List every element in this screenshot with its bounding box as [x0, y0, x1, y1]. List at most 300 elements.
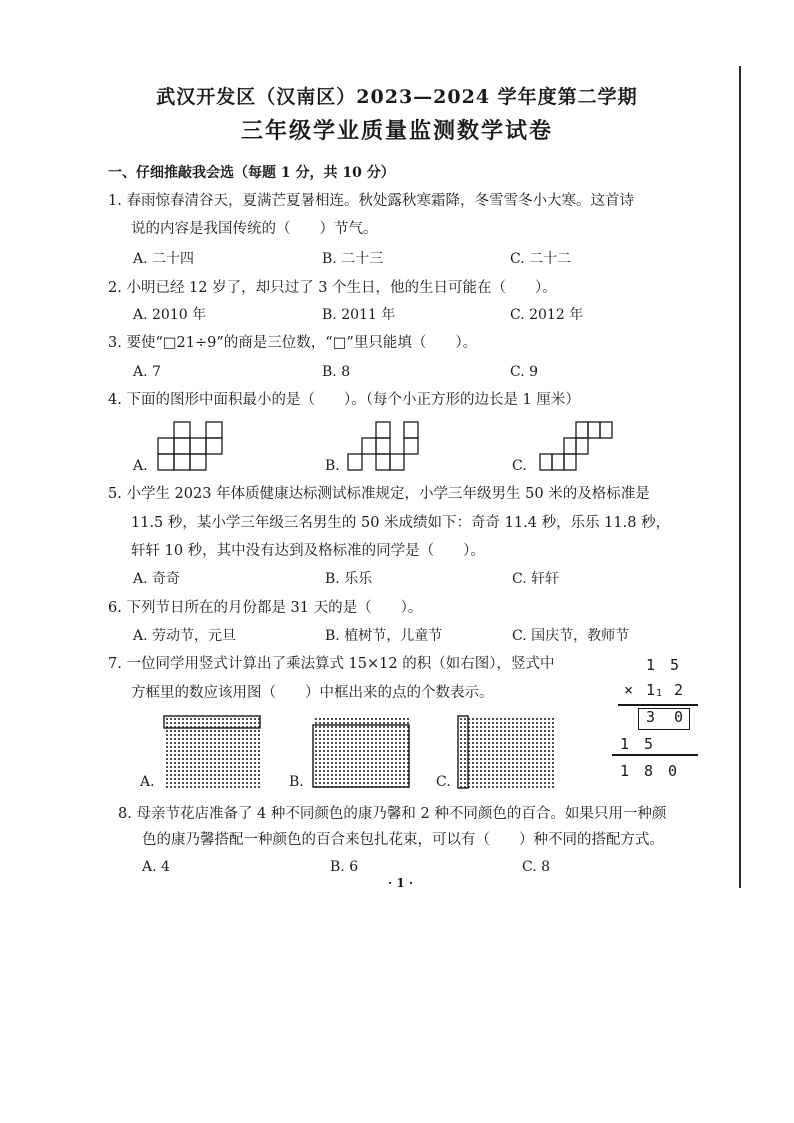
dot	[520, 774, 522, 776]
dot	[544, 782, 546, 784]
dot	[222, 718, 224, 720]
dot	[359, 738, 361, 740]
dot	[258, 766, 260, 768]
dot	[464, 718, 466, 720]
q1-option-c[interactable]: C. 二十二	[510, 251, 572, 267]
dot	[484, 742, 486, 744]
dot	[480, 758, 482, 760]
dot	[238, 734, 240, 736]
dot	[210, 734, 212, 736]
dot	[226, 722, 228, 724]
dot	[520, 754, 522, 756]
dot	[379, 718, 381, 720]
dot	[238, 774, 240, 776]
dot	[327, 730, 329, 732]
dot	[512, 738, 514, 740]
q3-option-b[interactable]: B. 8	[322, 364, 351, 380]
dot	[540, 782, 542, 784]
dot	[194, 782, 196, 784]
dot	[174, 758, 176, 760]
dot	[460, 718, 462, 720]
dot	[182, 746, 184, 748]
dot	[480, 734, 482, 736]
dot	[512, 754, 514, 756]
vertical-row-15: 1 5	[646, 656, 680, 674]
dot	[174, 738, 176, 740]
dot	[520, 738, 522, 740]
dot	[218, 738, 220, 740]
q4-option-a[interactable]: A.	[133, 458, 148, 474]
dot	[319, 758, 321, 760]
dot	[488, 782, 490, 784]
dot	[230, 766, 232, 768]
dot	[375, 730, 377, 732]
dot	[472, 722, 474, 724]
dot	[375, 750, 377, 752]
q2-option-c[interactable]: C. 2012 年	[510, 307, 584, 323]
dot	[540, 774, 542, 776]
dot	[504, 774, 506, 776]
dot	[484, 718, 486, 720]
dot	[355, 774, 357, 776]
q6-option-b[interactable]: B. 植树节，儿童节	[325, 628, 443, 644]
dot	[504, 726, 506, 728]
dot	[520, 778, 522, 780]
q1-option-a[interactable]: A. 二十四	[133, 251, 195, 267]
dot	[383, 730, 385, 732]
dot	[214, 734, 216, 736]
dot	[230, 754, 232, 756]
section-heading: 一、仔细推敲我会选（每题 1 分，共 10 分）	[108, 165, 395, 181]
dot	[170, 786, 172, 788]
dot	[540, 754, 542, 756]
dot	[524, 722, 526, 724]
dot	[532, 758, 534, 760]
dot	[492, 734, 494, 736]
dot	[246, 762, 248, 764]
dot	[206, 730, 208, 732]
question-6-line1: 6. 下列节日所在的月份都是 31 天的是（ ）。	[108, 600, 423, 616]
dot	[194, 762, 196, 764]
dot	[174, 774, 176, 776]
dot	[387, 778, 389, 780]
dot	[484, 778, 486, 780]
dot	[331, 726, 333, 728]
dot	[496, 722, 498, 724]
dot	[178, 782, 180, 784]
dot	[258, 758, 260, 760]
dot	[391, 782, 393, 784]
dot	[395, 750, 397, 752]
dot	[250, 730, 252, 732]
dot	[512, 786, 514, 788]
dot	[552, 734, 554, 736]
dot	[492, 730, 494, 732]
dot	[258, 746, 260, 748]
dot	[508, 746, 510, 748]
dot	[202, 718, 204, 720]
dot	[476, 738, 478, 740]
dot	[488, 742, 490, 744]
dot	[544, 758, 546, 760]
dot	[222, 782, 224, 784]
dot	[198, 738, 200, 740]
dot	[532, 786, 534, 788]
dot	[476, 722, 478, 724]
dot	[327, 738, 329, 740]
dot	[343, 746, 345, 748]
dot	[246, 734, 248, 736]
q8-option-b[interactable]: B. 6	[330, 859, 359, 875]
dot	[532, 722, 534, 724]
dot	[343, 758, 345, 760]
dot	[331, 758, 333, 760]
dot	[242, 758, 244, 760]
dot	[476, 782, 478, 784]
dot	[198, 734, 200, 736]
dot	[206, 774, 208, 776]
dot	[315, 738, 317, 740]
dot	[552, 782, 554, 784]
q4-option-b[interactable]: B.	[325, 458, 340, 474]
q5-option-a[interactable]: A. 奇奇	[133, 571, 181, 587]
dot	[488, 746, 490, 748]
dot	[548, 722, 550, 724]
dot	[508, 718, 510, 720]
dot	[476, 758, 478, 760]
dot	[198, 766, 200, 768]
dot	[548, 742, 550, 744]
dot	[528, 734, 530, 736]
dot	[178, 774, 180, 776]
dot	[496, 770, 498, 772]
dot	[194, 734, 196, 736]
dot	[399, 722, 401, 724]
dot	[315, 734, 317, 736]
dot	[488, 766, 490, 768]
dot	[472, 750, 474, 752]
dot	[174, 766, 176, 768]
dot	[496, 778, 498, 780]
dot	[395, 762, 397, 764]
dot	[198, 782, 200, 784]
dot	[335, 770, 337, 772]
dot	[379, 762, 381, 764]
dot	[383, 782, 385, 784]
dot	[166, 746, 168, 748]
q2-option-a[interactable]: A. 2010 年	[133, 307, 207, 323]
dot	[544, 766, 546, 768]
dot	[508, 782, 510, 784]
dot	[363, 738, 365, 740]
dot	[347, 774, 349, 776]
q1-option-b[interactable]: B. 二十三	[322, 251, 384, 267]
q7-option-a[interactable]: A.	[140, 774, 155, 790]
dot	[226, 734, 228, 736]
dot	[258, 778, 260, 780]
dot	[383, 734, 385, 736]
dot	[540, 778, 542, 780]
dot	[395, 770, 397, 772]
dot	[504, 762, 506, 764]
dot	[379, 774, 381, 776]
dot	[198, 754, 200, 756]
dot	[178, 778, 180, 780]
dot	[476, 718, 478, 720]
dot	[170, 762, 172, 764]
dot	[190, 746, 192, 748]
dot	[363, 718, 365, 720]
dot	[472, 766, 474, 768]
dot	[480, 746, 482, 748]
dot	[464, 726, 466, 728]
dot	[174, 746, 176, 748]
dot	[363, 726, 365, 728]
dot	[460, 762, 462, 764]
dot	[544, 734, 546, 736]
dot	[524, 734, 526, 736]
dot	[206, 722, 208, 724]
dot	[198, 742, 200, 744]
q7-dotgrid-a	[163, 715, 263, 793]
dot	[238, 782, 240, 784]
dot	[351, 754, 353, 756]
dot	[516, 750, 518, 752]
dot	[331, 770, 333, 772]
dot	[383, 770, 385, 772]
vertical-row-12-ones: 2	[674, 681, 684, 699]
dot	[355, 746, 357, 748]
dot	[210, 758, 212, 760]
dot	[170, 758, 172, 760]
q4-figure-b	[348, 420, 420, 472]
dot	[335, 754, 337, 756]
dot	[379, 770, 381, 772]
dot	[480, 738, 482, 740]
dot	[395, 746, 397, 748]
dot	[230, 718, 232, 720]
dot	[218, 770, 220, 772]
dot	[258, 782, 260, 784]
dot	[395, 782, 397, 784]
q7-option-c[interactable]: C.	[436, 774, 451, 790]
dot	[520, 786, 522, 788]
dot	[403, 734, 405, 736]
dot	[319, 718, 321, 720]
dot	[363, 734, 365, 736]
dot	[548, 782, 550, 784]
dot	[548, 726, 550, 728]
dot	[190, 762, 192, 764]
dot	[387, 742, 389, 744]
dot	[383, 774, 385, 776]
dot	[182, 762, 184, 764]
dot	[460, 746, 462, 748]
dot	[319, 742, 321, 744]
dot	[319, 774, 321, 776]
dot	[512, 774, 514, 776]
dot	[210, 786, 212, 788]
dot	[246, 774, 248, 776]
dot	[488, 718, 490, 720]
dot	[552, 766, 554, 768]
dot	[403, 738, 405, 740]
dot	[198, 746, 200, 748]
dot	[182, 770, 184, 772]
dot	[548, 786, 550, 788]
dot	[250, 742, 252, 744]
dot	[230, 758, 232, 760]
dot	[399, 774, 401, 776]
dot	[383, 762, 385, 764]
dot	[532, 754, 534, 756]
dot	[355, 750, 357, 752]
dot	[464, 746, 466, 748]
dot	[540, 734, 542, 736]
dot	[190, 734, 192, 736]
dot	[343, 726, 345, 728]
dot	[492, 782, 494, 784]
dot	[552, 730, 554, 732]
dot	[335, 762, 337, 764]
dot	[198, 778, 200, 780]
dot	[375, 746, 377, 748]
dot	[371, 746, 373, 748]
q8-option-a[interactable]: A. 4	[142, 859, 170, 875]
dot	[500, 762, 502, 764]
dot	[480, 762, 482, 764]
dot	[323, 778, 325, 780]
dot	[496, 738, 498, 740]
dot	[222, 734, 224, 736]
dot	[387, 722, 389, 724]
dot	[343, 730, 345, 732]
dot	[351, 738, 353, 740]
dot	[488, 778, 490, 780]
dot	[540, 770, 542, 772]
dot	[460, 722, 462, 724]
dot	[234, 722, 236, 724]
dot	[234, 770, 236, 772]
dot	[500, 758, 502, 760]
q5-option-c[interactable]: C. 轩轩	[512, 571, 560, 587]
dot	[178, 734, 180, 736]
dot	[536, 734, 538, 736]
dot	[367, 746, 369, 748]
dot	[387, 770, 389, 772]
dot	[536, 754, 538, 756]
dot	[335, 722, 337, 724]
dot	[355, 766, 357, 768]
dot	[186, 718, 188, 720]
dot	[488, 730, 490, 732]
dot	[327, 750, 329, 752]
q8-option-c[interactable]: C. 8	[522, 859, 551, 875]
exam-title-line1: 武汉开发区（汉南区）2023—2024 学年度第二学期	[156, 86, 638, 108]
dot	[178, 730, 180, 732]
dot	[254, 734, 256, 736]
dot	[206, 778, 208, 780]
dot	[532, 766, 534, 768]
dot	[242, 786, 244, 788]
dot	[194, 722, 196, 724]
dot	[496, 782, 498, 784]
dot	[460, 754, 462, 756]
q6-option-c[interactable]: C. 国庆节，教师节	[512, 628, 630, 644]
dot	[331, 778, 333, 780]
dot	[536, 766, 538, 768]
dot	[335, 746, 337, 748]
dot	[363, 766, 365, 768]
dot	[387, 750, 389, 752]
dot	[230, 734, 232, 736]
dot	[464, 754, 466, 756]
dot	[254, 750, 256, 752]
dot	[166, 722, 168, 724]
dot	[323, 742, 325, 744]
dot	[238, 758, 240, 760]
q5-option-b[interactable]: B. 乐乐	[325, 571, 373, 587]
dot	[383, 766, 385, 768]
dot	[488, 738, 490, 740]
q3-option-c[interactable]: C. 9	[510, 364, 539, 380]
dot	[480, 722, 482, 724]
dot	[472, 726, 474, 728]
dot	[214, 754, 216, 756]
dot	[210, 778, 212, 780]
dot	[548, 766, 550, 768]
q4-figure-a	[158, 420, 222, 472]
dot	[472, 730, 474, 732]
dot	[210, 750, 212, 752]
dot	[548, 750, 550, 752]
dot	[218, 774, 220, 776]
dot	[319, 750, 321, 752]
dot	[371, 766, 373, 768]
dot	[238, 746, 240, 748]
dot	[246, 750, 248, 752]
dot	[488, 754, 490, 756]
dot	[250, 758, 252, 760]
dot	[258, 738, 260, 740]
dot	[174, 778, 176, 780]
q7-option-b[interactable]: B.	[289, 774, 304, 790]
dot	[351, 722, 353, 724]
dot	[379, 730, 381, 732]
q2-option-b[interactable]: B. 2011 年	[322, 307, 396, 323]
dot	[186, 782, 188, 784]
q6-option-a[interactable]: A. 劳动节，元旦	[133, 628, 237, 644]
dot	[246, 718, 248, 720]
dot	[500, 742, 502, 744]
dot	[528, 754, 530, 756]
dot	[371, 782, 373, 784]
dot	[512, 718, 514, 720]
dot	[335, 742, 337, 744]
dot	[476, 778, 478, 780]
dot	[218, 786, 220, 788]
dot	[395, 738, 397, 740]
dot	[327, 746, 329, 748]
q4-option-c[interactable]: C.	[512, 458, 527, 474]
dot	[186, 742, 188, 744]
dot	[234, 750, 236, 752]
q3-option-a[interactable]: A. 7	[133, 364, 161, 380]
dot	[327, 778, 329, 780]
question-5-line3: 轩轩 10 秒，其中没有达到及格标准的同学是（ ）。	[131, 543, 485, 559]
dot	[194, 770, 196, 772]
dot	[182, 730, 184, 732]
